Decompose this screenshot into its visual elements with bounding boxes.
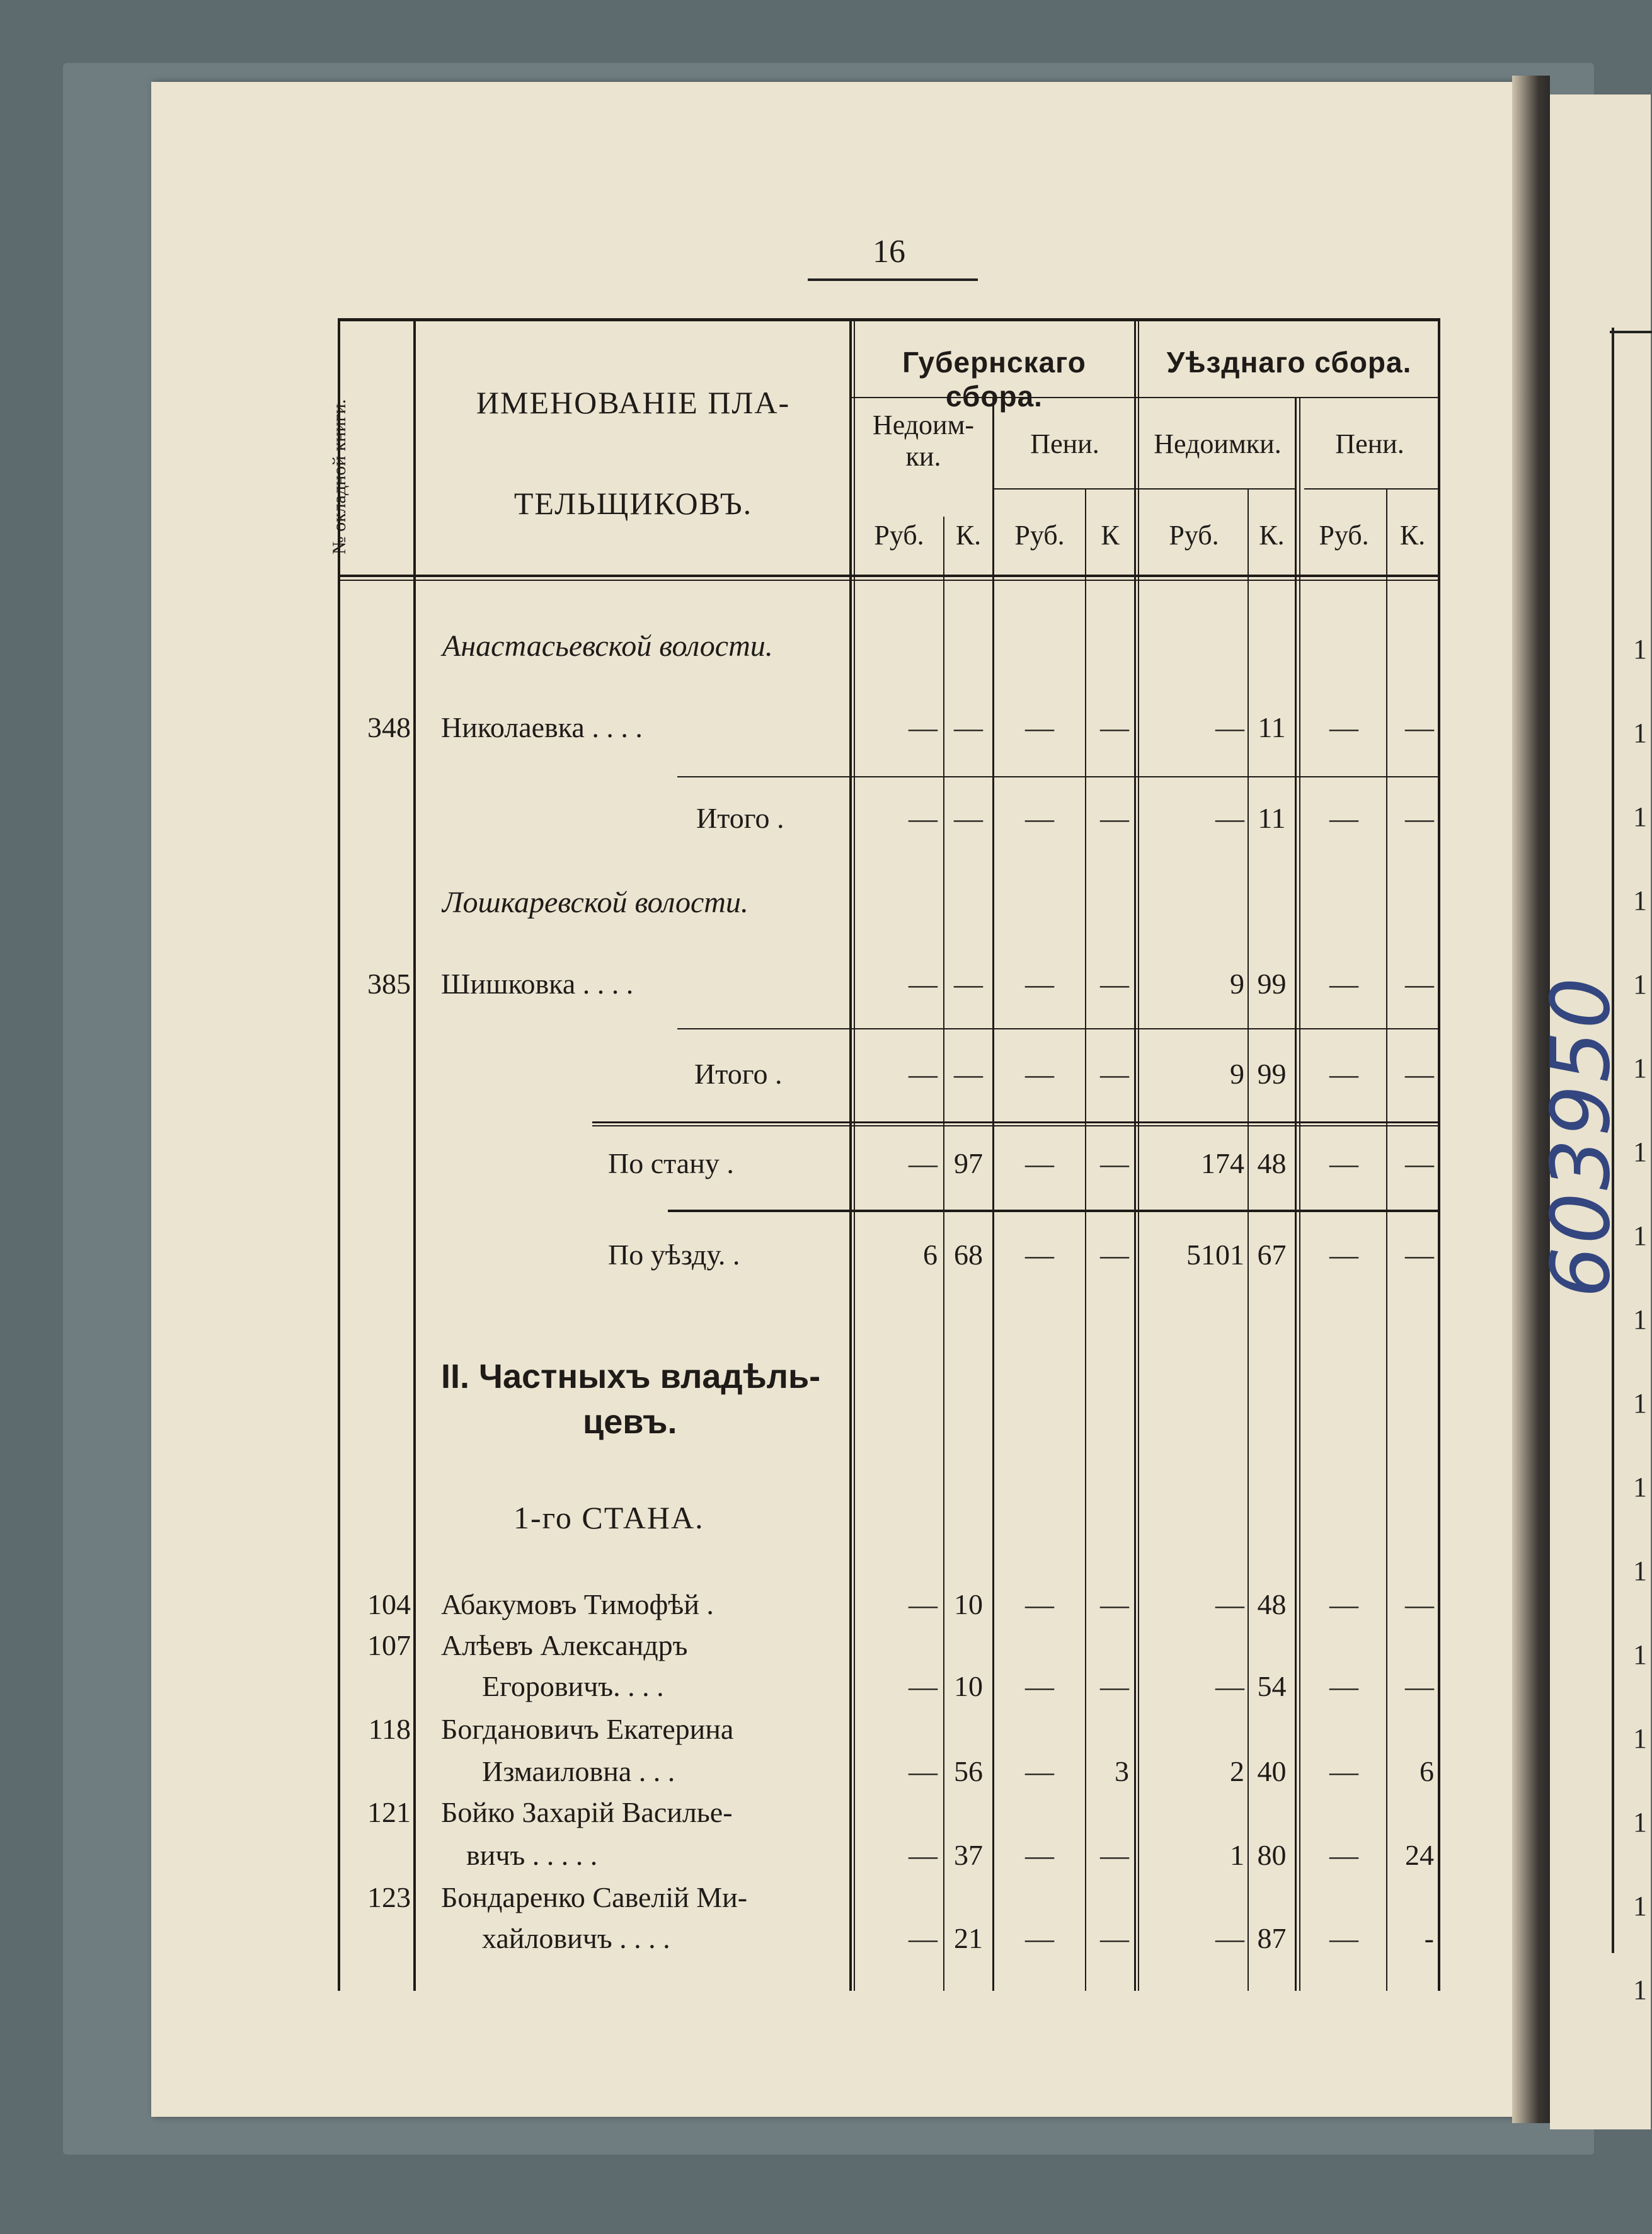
amount-cell: — (1329, 968, 1358, 1000)
header-rule (992, 488, 1295, 490)
header-rub: Руб. (1014, 520, 1065, 551)
amount-cell: — (909, 1755, 938, 1787)
amount-cell: — (909, 1670, 938, 1702)
payer-name: Итого . (696, 802, 784, 834)
amount-cell: — (1025, 711, 1054, 743)
column-rule (1438, 321, 1440, 1991)
header-rub: Руб. (874, 520, 924, 551)
header-name-line1: ИМЕНОВАНІЕ ПЛА- (476, 385, 791, 420)
header-gub-group: Губернскаго сбора. (902, 346, 1086, 413)
amount-cell: — (1405, 1588, 1434, 1620)
amount-cell: — (1025, 1239, 1054, 1271)
amount-cell: — (1215, 1670, 1244, 1702)
page-number: 16 (873, 234, 905, 270)
next-page-row-mark: 1 (1633, 1639, 1647, 1670)
amount-cell: 9 (1230, 1058, 1244, 1090)
payer-name: Егоровичъ. . . . (482, 1670, 664, 1702)
payer-name: хайловичъ . . . . (482, 1922, 670, 1954)
amount-cell: — (954, 968, 983, 1000)
book-number: 348 (367, 711, 411, 743)
amount-cell: — (1215, 802, 1244, 834)
header-k: К. (955, 520, 982, 551)
amount-cell: 6 (923, 1239, 938, 1271)
header-rule (1304, 488, 1438, 490)
amount-cell: — (909, 1147, 938, 1179)
inventory-stamp: 603950 (1534, 975, 1628, 1298)
amount-cell: — (1329, 711, 1358, 743)
amount-cell: — (1405, 1147, 1434, 1179)
amount-cell: 11 (1258, 711, 1286, 743)
payer-name: Бойко Захарій Василье- (441, 1796, 733, 1828)
book-number: 123 (367, 1881, 411, 1913)
amount-cell: — (1100, 1588, 1129, 1620)
payer-name: Итого . (694, 1058, 783, 1090)
amount-cell: 97 (954, 1147, 983, 1179)
amount-cell: — (1405, 968, 1434, 1000)
header-book-number: № окладной книги. (329, 399, 350, 554)
amount-cell: 48 (1257, 1147, 1287, 1179)
column-rule (1138, 321, 1139, 1991)
next-page-row-mark: 1 (1633, 1555, 1647, 1586)
book-number: 104 (367, 1588, 411, 1620)
header-rub: Руб. (1319, 520, 1369, 551)
header-nedoimki-gub-line2: ки. (905, 441, 941, 472)
amount-cell: — (954, 711, 983, 743)
next-page-rule (1610, 331, 1652, 333)
amount-cell: — (909, 802, 938, 834)
amount-cell: — (1025, 1922, 1054, 1954)
next-page-row-mark: 1 (1633, 1723, 1647, 1754)
amount-cell: — (1100, 802, 1129, 834)
column-rule (1299, 397, 1300, 1991)
next-page-row-mark: 1 (1633, 1891, 1647, 1922)
amount-cell: — (1025, 1670, 1054, 1702)
header-k: К. (1259, 520, 1285, 551)
amount-cell: — (1405, 1670, 1434, 1702)
amount-cell: 56 (954, 1755, 983, 1787)
next-page-row-mark: 1 (1633, 1472, 1647, 1503)
header-peni-gub: Пени. (1030, 428, 1099, 459)
header-nedoimki-gub-line1: Недоим- (872, 410, 975, 440)
payer-name: Богдановичъ Екатерина (441, 1713, 734, 1745)
amount-cell: 37 (954, 1839, 983, 1871)
column-rule (413, 321, 416, 1991)
amount-cell: 54 (1257, 1670, 1287, 1702)
amount-cell: — (1215, 711, 1244, 743)
amount-cell: — (1100, 1239, 1129, 1271)
amount-cell: 1 (1230, 1839, 1244, 1871)
book-number: 107 (367, 1629, 411, 1661)
header-k: К. (1399, 520, 1426, 551)
amount-cell: — (1025, 1839, 1054, 1871)
column-rule (1295, 397, 1297, 1991)
amount-cell: — (1329, 1588, 1358, 1620)
amount-cell: 174 (1201, 1147, 1244, 1179)
amount-cell: — (1405, 711, 1434, 743)
amount-cell: — (1329, 1839, 1358, 1871)
next-page-row-mark: 1 (1633, 969, 1647, 1000)
table-top-rule (338, 318, 1440, 321)
payer-name: Николаевка . . . . (441, 711, 643, 743)
amount-cell: 48 (1257, 1588, 1287, 1620)
total-rule (592, 1125, 1440, 1126)
amount-cell: — (1025, 802, 1054, 834)
section-loshkarevskaya: Лошкаревской волости. (442, 886, 749, 919)
payer-name: Измаиловна . . . (482, 1755, 675, 1787)
subtotal-rule (677, 1028, 1440, 1029)
amount-cell: — (1100, 1839, 1129, 1871)
next-page-row-mark: 1 (1633, 1304, 1647, 1335)
amount-cell: — (1025, 1755, 1054, 1787)
amount-cell: 2 (1230, 1755, 1244, 1787)
amount-cell: — (1215, 1588, 1244, 1620)
amount-cell: 3 (1115, 1755, 1129, 1787)
amount-cell: 40 (1257, 1755, 1287, 1787)
amount-cell: — (1100, 1058, 1129, 1090)
amount-cell: — (1215, 1922, 1244, 1954)
amount-cell: — (1100, 1147, 1129, 1179)
amount-cell: 21 (954, 1922, 983, 1954)
next-page-row-mark: 1 (1633, 634, 1647, 665)
payer-name: По стану . (608, 1147, 734, 1179)
header-name-line2: ТЕЛЬЩИКОВЪ. (513, 486, 753, 521)
amount-cell: — (909, 1588, 938, 1620)
page-number-rule (808, 278, 978, 281)
header-rub: Руб. (1169, 520, 1219, 551)
payer-name: Шишковка . . . . (441, 968, 634, 1000)
amount-cell: 99 (1257, 968, 1287, 1000)
next-page-row-mark: 1 (1633, 801, 1647, 832)
amount-cell: 10 (954, 1670, 983, 1702)
total-rule (668, 1210, 1440, 1212)
header-bottom-rule (340, 575, 1438, 577)
payer-name: Бондаренко Савелій Ми- (441, 1881, 748, 1913)
amount-cell: — (1405, 1058, 1434, 1090)
section-anastasievskaya: Анастасьевской волости. (442, 629, 773, 663)
next-page-row-mark: 1 (1633, 1053, 1647, 1084)
section-private-line1: II. Частныхъ владѣль- (441, 1358, 821, 1395)
amount-cell: — (954, 1058, 983, 1090)
payer-name: вичъ . . . . . (466, 1839, 598, 1871)
next-page-row-mark: 1 (1633, 1388, 1647, 1419)
amount-cell: — (1405, 1239, 1434, 1271)
amount-cell: 5101 (1186, 1239, 1244, 1271)
amount-cell: — (909, 968, 938, 1000)
amount-cell: — (909, 1922, 938, 1954)
amount-cell: — (1329, 1922, 1358, 1954)
section-stan-1: 1-го СТАНА. (513, 1500, 704, 1535)
amount-cell: — (1329, 1058, 1358, 1090)
amount-cell: 11 (1258, 802, 1286, 834)
next-page-row-mark: 1 (1633, 1137, 1647, 1167)
amount-cell: 10 (954, 1588, 983, 1620)
amount-cell: — (1100, 711, 1129, 743)
amount-cell: — (954, 802, 983, 834)
amount-cell: — (1329, 1755, 1358, 1787)
book-number: 121 (367, 1796, 411, 1828)
amount-cell: — (1025, 1058, 1054, 1090)
next-page-row-mark: 1 (1633, 718, 1647, 748)
amount-cell: 67 (1257, 1239, 1287, 1271)
header-peni-uezd: Пени. (1335, 428, 1404, 459)
header-uezd-group: Уѣзднаго сбора. (1166, 346, 1412, 379)
amount-cell: — (1100, 968, 1129, 1000)
amount-cell: — (1329, 1239, 1358, 1271)
header-bottom-rule (340, 580, 1438, 581)
amount-cell: — (909, 1058, 938, 1090)
amount-cell: — (1405, 802, 1434, 834)
amount-cell: — (1025, 968, 1054, 1000)
amount-cell: — (1025, 1147, 1054, 1179)
amount-cell: — (1100, 1670, 1129, 1702)
amount-cell: 24 (1405, 1839, 1434, 1871)
amount-cell: 68 (954, 1239, 983, 1271)
column-rule (992, 397, 994, 1991)
next-page-row-mark: 1 (1633, 885, 1647, 916)
amount-cell: — (1100, 1922, 1129, 1954)
payer-name: По уѣзду. . (608, 1239, 740, 1271)
amount-cell: 9 (1230, 968, 1244, 1000)
subtotal-rule (677, 776, 1440, 777)
amount-cell: — (1329, 1670, 1358, 1702)
payer-name: Алѣевъ Александръ (441, 1629, 688, 1661)
amount-cell: 87 (1257, 1922, 1287, 1954)
payer-name: Абакумовъ Тимофѣй . (441, 1588, 714, 1620)
amount-cell: 99 (1257, 1058, 1287, 1090)
book-number: 385 (367, 968, 411, 1000)
amount-cell: 6 (1420, 1755, 1434, 1787)
next-page-row-mark: 1 (1633, 1220, 1647, 1251)
amount-cell: — (909, 711, 938, 743)
amount-cell: — (1329, 802, 1358, 834)
header-k: К (1101, 520, 1120, 551)
book-number: 118 (368, 1713, 411, 1745)
amount-cell: — (1329, 1147, 1358, 1179)
next-page-row-mark: 1 (1633, 1807, 1647, 1838)
total-rule (592, 1121, 1440, 1123)
section-private-line2: цевъ. (583, 1403, 677, 1441)
column-rule (1134, 321, 1136, 1991)
header-nedoimki-uezd: Недоимки. (1154, 428, 1282, 459)
amount-cell: - (1424, 1922, 1434, 1954)
amount-cell: — (909, 1839, 938, 1871)
amount-cell: 80 (1257, 1839, 1287, 1871)
amount-cell: — (1025, 1588, 1054, 1620)
next-page-row-mark: 1 (1633, 1974, 1647, 2005)
